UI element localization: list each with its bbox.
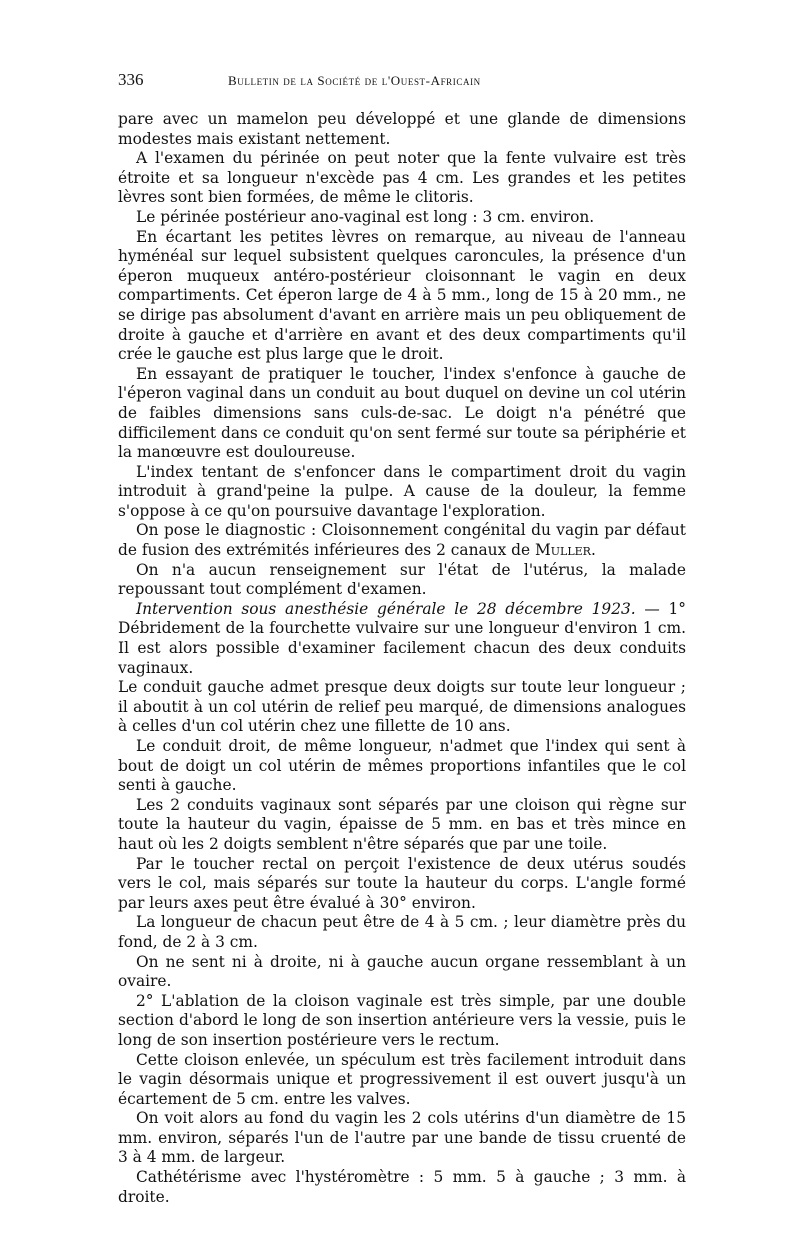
document-page xyxy=(118,70,686,1207)
paragraph-17: Cette cloison enlevée, un spéculum est très facilement introduit dans le vagin désormais unique et progressivement il est ouvert jusqu'à un écartement de 5 cm. entre les valves. xyxy=(118,1050,686,1108)
intervention-heading: Intervention sous anesthésie générale le 28 décembre 1923. xyxy=(136,599,636,618)
paragraph-15: On ne sent ni à droite, ni à gauche aucun organe ressemblant à un ovaire. xyxy=(118,952,686,991)
paragraph-3: Le périnée postérieur ano-vaginal est long : 3 cm. environ. xyxy=(136,207,595,226)
paragraph-11: Le conduit droit, de même longueur, n'admet que l'index qui sent à bout de doigt un col utérin de mêmes proportions infantiles que le col senti à gauche. xyxy=(118,737,686,795)
author-name-muller: Muller xyxy=(535,541,591,560)
paragraph-9-text: — 1° Débridement de la fourchette vulvaire sur une longueur d'environ 1 cm. Il est alors possible d'examiner facilement chacun des deux conduits vaginaux. xyxy=(118,599,686,677)
paragraph-18: On voit alors au fond du vagin les 2 cols utérins d'un diamètre de 15 mm. environ, séparés l'un de l'autre par une bande de tissu cruenté de 3 à 4 mm. de largeur. xyxy=(118,1109,686,1167)
body-text xyxy=(118,110,686,1207)
paragraph-12: Les 2 conduits vaginaux sont séparés par une cloison qui règne sur toute la hauteur du vagin, épaisse de 5 mm. en bas et très mince en haut où les 2 doigts semblent n'être séparés que par une toile. xyxy=(118,795,686,853)
paragraph-7-text: On pose le diagnostic : Cloisonnement congénital du vagin par défaut de fusion des extrémités inférieures des 2 canaux de xyxy=(118,521,686,560)
paragraph-2: A l'examen du périnée on peut noter que la fente vulvaire est très étroite et sa longueur n'excède pas 4 cm. Les grandes et les petites lèvres sont bien formées, de même le clitoris. xyxy=(118,149,686,207)
page-number: 336 xyxy=(118,70,144,89)
paragraph-7 xyxy=(118,521,686,560)
paragraph-7-end: . xyxy=(590,541,596,560)
paragraph-9 xyxy=(118,600,686,678)
paragraph-10: Le conduit gauche admet presque deux doigts sur toute leur longueur ; il aboutit à un col utérin de relief peu marqué, de dimensions analogues à celles d'un col utérin chez une fillette de 10 ans. xyxy=(118,678,686,736)
paragraph-6: L'index tentant de s'enfoncer dans le compartiment droit du vagin introduit à grand'peine la pulpe. A cause de la douleur, la femme s'oppose à ce qu'on poursuive davantage l'exploration. xyxy=(118,462,686,520)
paragraph-5: En essayant de pratiquer le toucher, l'index s'enfonce à gauche de l'éperon vaginal dans un conduit au bout duquel on devine un col utérin de faibles dimensions sans culs-de-sac. Le doigt n'a pénétré que difficilement dans ce conduit qu'on sent fermé sur toute sa périphérie et la manœuvre est douloureuse. xyxy=(118,364,686,462)
paragraph-13: Par le toucher rectal on perçoit l'existence de deux utérus soudés vers le col, mais séparés sur toute la hauteur du corps. L'angle formé par leurs axes peut être évalué à 30° environ. xyxy=(118,854,686,912)
paragraph-4: En écartant les petites lèvres on remarque, au niveau de l'anneau hyménéal sur lequel subsistent quelques caroncules, la présence d'un éperon muqueux antéro-postérieur cloisonnant le vagin en deux compartiments. Cet éperon large de 4 à 5 mm., long de 15 à 20 mm., ne se dirige pas absolument d'avant en arrière mais un peu obliquement de droite à gauche et d'arrière en avant et des deux compartiments qu'il crée le gauche est plus large que le droit. xyxy=(118,227,686,364)
paragraph-14: La longueur de chacun peut être de 4 à 5 cm. ; leur diamètre près du fond, de 2 à 3 cm. xyxy=(118,913,686,951)
paragraph-1: pare avec un mamelon peu développé et une glande de dimensions modestes mais existant nettement. xyxy=(118,110,686,148)
paragraph-19: Cathétérisme avec l'hystéromètre : 5 mm. 5 à gauche ; 3 mm. à droite. xyxy=(118,1168,686,1206)
running-head xyxy=(118,70,686,110)
paragraph-16: 2° L'ablation de la cloison vaginale est très simple, par une double section d'abord le long de son insertion antérieure vers la vessie, puis le long de son insertion postérieure vers le rectum. xyxy=(118,991,686,1049)
paragraph-8: On n'a aucun renseignement sur l'état de l'utérus, la malade repoussant tout complément d'examen. xyxy=(118,560,686,599)
journal-title: Bulletin de la Société de l'Ouest-Africain xyxy=(228,73,481,88)
